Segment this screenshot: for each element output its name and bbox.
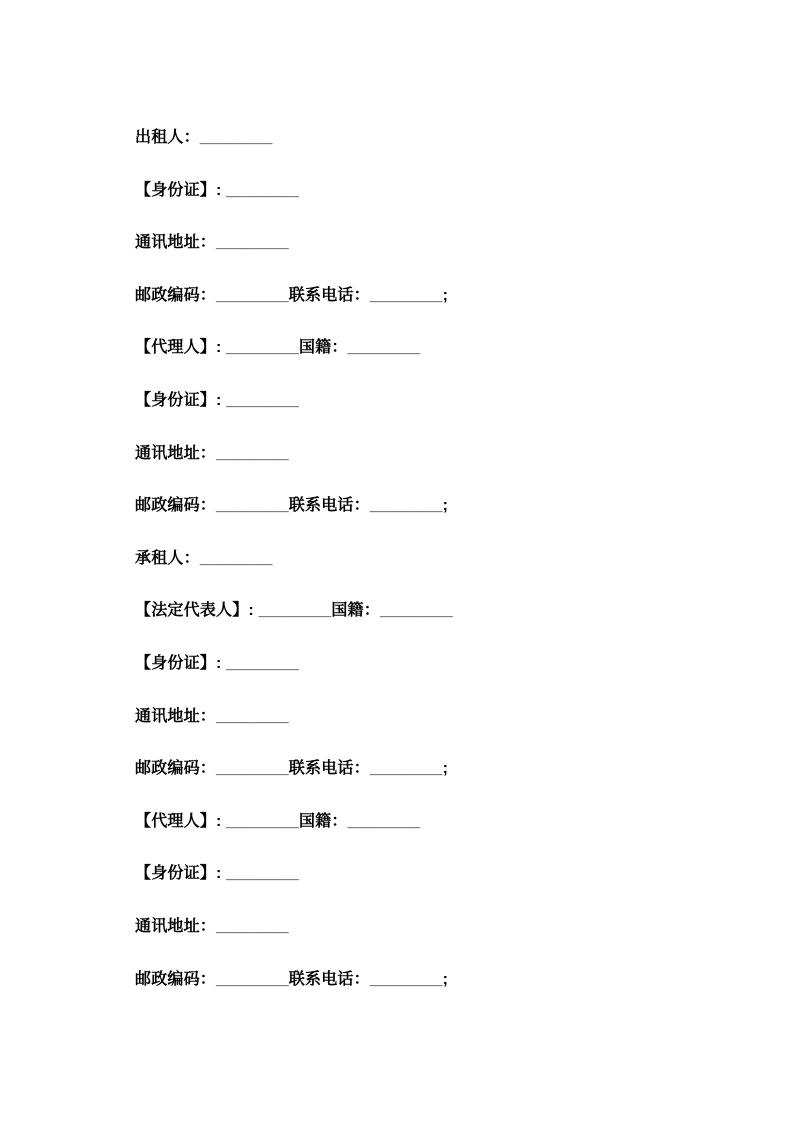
form-line-邮政编码-联系电话: 邮政编码：________联系电话：________;: [135, 286, 449, 304]
form-line-代理人-国籍: 【代理人】: ________国籍：________: [135, 812, 421, 830]
form-line-代理人-国籍: 【代理人】: ________国籍：________: [135, 339, 421, 357]
form-line-通讯地址: 通讯地址：________: [135, 234, 289, 252]
form-line-邮政编码-联系电话: 邮政编码：________联系电话：________;: [135, 970, 449, 988]
form-line-法定代表人-国籍: 【法定代表人】: ________国籍：________: [135, 602, 453, 620]
form-line-承租人: 承租人：________: [135, 549, 273, 567]
form-line-身份证: 【身份证】: ________: [135, 865, 299, 883]
form-line-身份证: 【身份证】: ________: [135, 391, 299, 409]
form-line-通讯地址: 通讯地址：________: [135, 444, 289, 462]
form-line-邮政编码-联系电话: 邮政编码：________联系电话：________;: [135, 760, 449, 778]
form-line-邮政编码-联系电话: 邮政编码：________联系电话：________;: [135, 497, 449, 515]
form-line-通讯地址: 通讯地址：________: [135, 707, 289, 725]
form-line-身份证: 【身份证】: ________: [135, 654, 299, 672]
document-content: [135, 127, 733, 1021]
form-line-通讯地址: 通讯地址：________: [135, 917, 289, 935]
form-line-出租人: 出租人：________: [135, 129, 273, 146]
form-line-身份证: 【身份证】: ________: [135, 181, 299, 199]
